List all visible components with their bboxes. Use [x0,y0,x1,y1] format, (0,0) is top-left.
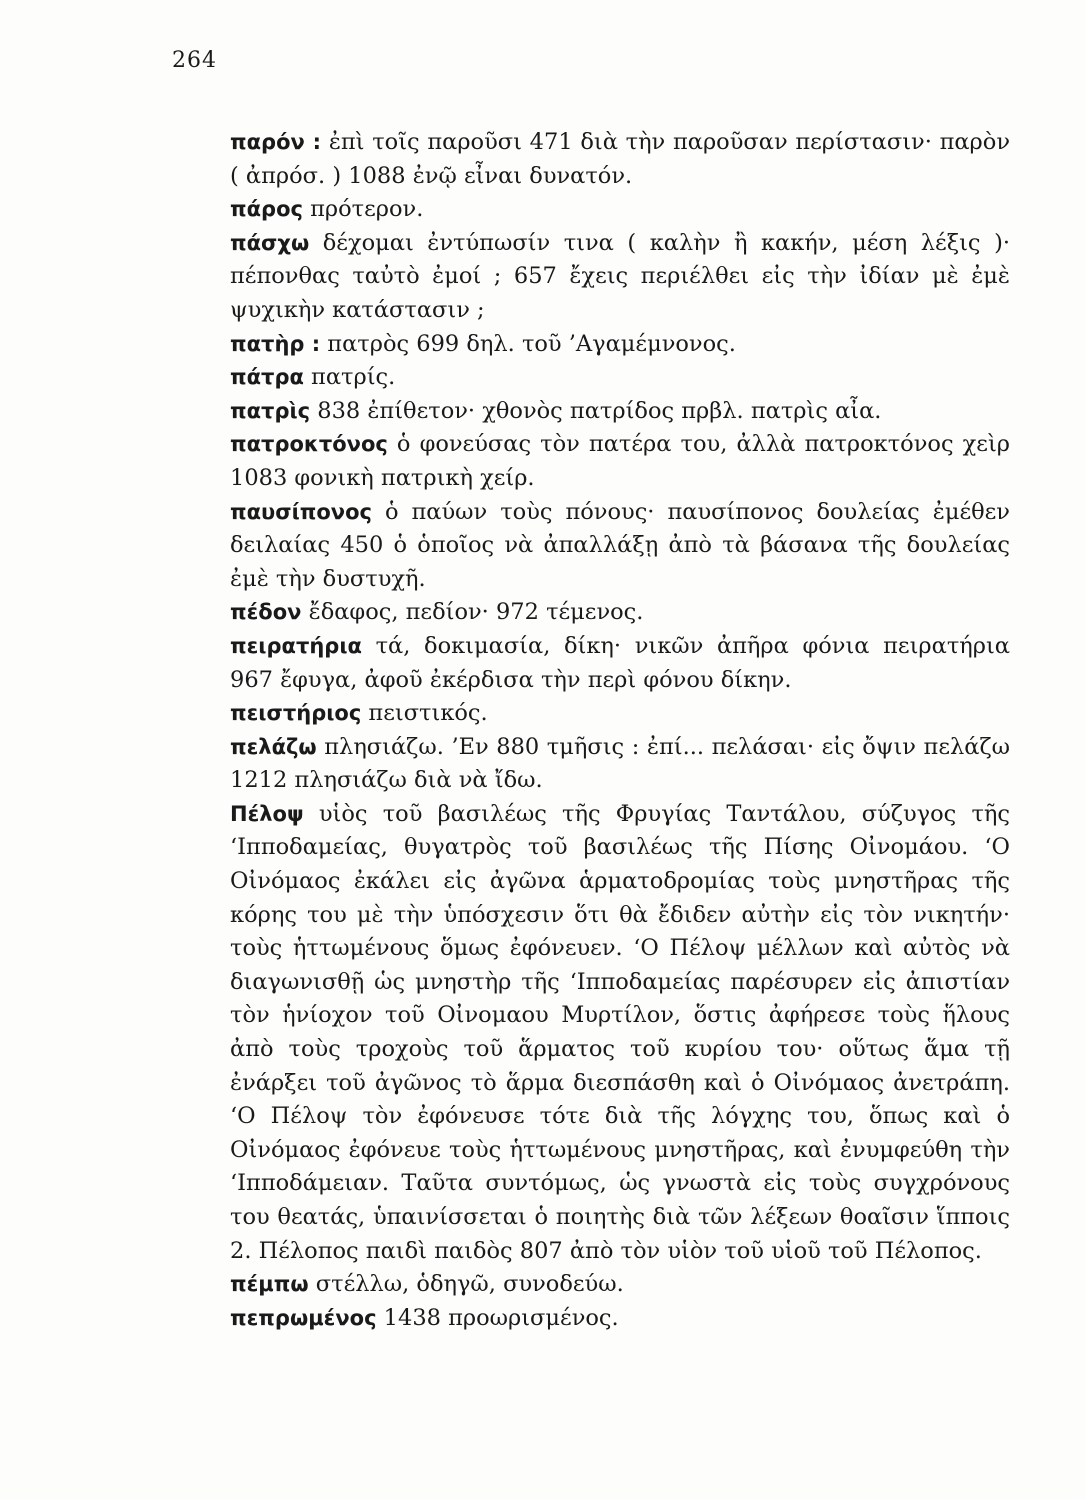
definition: ἔδαφος, πεδίον· 972 τέμενος. [301,599,644,626]
entry-paros [230,193,1010,227]
entry-patris [230,395,1010,429]
entry-pepromenos [230,1302,1010,1336]
entry-paron [230,126,1018,193]
definition: πρότερον. [302,196,424,223]
definition: ὁ παύων τοὺς πόνους· παυσίπονος δουλείας ἐμέθεν δειλαίας 450 ὁ ὁποῖος νὰ ἀπαλλάξῃ ἀπὸ τὰ βάσανα τῆς δουλείας ἐμὲ τὴν δυστυχῆ. [230,498,1018,592]
headword: πεπρωμένος [230,1305,377,1330]
definition: υἱὸς τοῦ βασιλέως τῆς Φρυγίας Ταντάλου, σύζυγος τῆς ‘Ιπποδαμείας, θυγατρὸς τοῦ βασιλέως τῆς Πίσης Οἰνομάου. ‘Ο Οἰνόμαος ἐκάλει εἰς ἀγῶνα ἁρματοδρομίας τοὺς μνηστῆρας τῆς κόρης του μὲ τὴν ὑπόσχεσιν ὅτι θὰ ἔδιδεν αὐτὴν εἰς τὸν νικητήν· τοὺς ἡττωμένους ὅμως ἐφόνευεν. ‘Ο Πέλοψ μέλλων καὶ αὐτὸς νὰ διαγωνισθῇ ὡς μνηστὴρ τῆς ‘Ιπποδαμείας παρέσυρεν εἰς ἀπιστίαν τὸν ἡνίοχον τοῦ Οἰνομαου Μυρτίλον, ὅστις ἀφήρεσε τοὺς ἥλους ἀπὸ τοὺς τροχοὺς τοῦ ἅρματος τοῦ κυρίου του· οὕτως ἅμα τῇ ἐνάρξει τοῦ ἀγῶνος τὸ ἅρμα διεσπάσθη καὶ ὁ Οἰνόμαος ἀνετράπη. ‘Ο Πέλοψ τὸν ἐφόνευσε τότε διὰ τῆς λόγχης του, ὅπως καὶ ὁ Οἰνόμαος ἐφόνευε τοὺς ἡττωμένους μνηστῆρας, καὶ ἐνυμφεύθη τὴν ‘Ιπποδάμειαν. Ταῦτα συντόμως, ὡς γνωστὰ εἰς τοὺς συγχρόνους του θεατάς, ὑπαινίσσεται ὁ ποιητὴς διὰ τῶν λέξεων θοαῖσιν ἵπποις 2. Πέλοπος παιδὶ παιδὸς 807 ἀπὸ τὸν υἱὸν τοῦ υἱοῦ τοῦ Πέλοπος. [230,800,1018,1264]
headword: πελάζω [230,734,317,759]
entry-peirateria [230,630,1018,697]
entry-pausiponos [230,496,1018,597]
entry-pascho [230,227,1018,328]
entry-patra [230,361,1010,395]
definition: πατρὸς 699 δηλ. τοῦ ’Αγαμέμνονος. [320,330,736,357]
headword: πατὴρ : [230,331,321,356]
definition: ὁ φονεύσας τὸν πατέρα του, ἀλλὰ πατροκτόνος χεὶρ 1083 φονικὴ πατρικὴ χείρ. [230,431,1018,491]
headword: παρόν : [230,130,322,154]
headword: πειστήριος [230,701,362,726]
definition: πειστικός. [361,700,488,727]
glossary-entries [230,126,1018,1335]
definition: ἐπὶ τοῖς παροῦσι 471 διὰ τὴν παροῦσαν περίστασιν· παρὸν ( ἀπρόσ. ) 1088 ἐνῷ εἶναι δυνατόν. [230,129,1018,189]
headword: πατρὶς [230,398,311,423]
entry-peisterios [230,697,1010,731]
headword: πατροκτόνος [230,432,388,457]
headword: πάσχω [230,230,310,255]
page-number: 264 [172,48,217,73]
entry-patroktonos [230,428,1018,495]
definition: τά, δοκιμασία, δίκη· νικῶν ἀπῆρα φόνια πειρατήρια 967 ἔφυγα, ἀφοῦ ἐκέρδισα τὴν περὶ φόνου δίκην. [230,632,1018,693]
headword: πάρος [230,197,303,222]
definition: δέχομαι ἐντύπωσίν τινα ( καλὴν ἢ κακήν, μέση λέξις )· πέπονθας ταὐτὸ ἐμοί ; 657 ἔχεις περιέλθει εἰς τὴν ἰδίαν μὲ ἐμὲ ψυχικὴν κατάστασιν ; [230,229,1018,323]
definition: 1438 προωρισμένος. [376,1304,619,1331]
definition: 838 ἐπίθετον· χθονὸς πατρίδος πρβλ. πατρὶς αἶα. [310,397,882,424]
headword: πειρατήρια [230,633,362,658]
entry-pelazo [230,731,1018,798]
entry-pedon [230,596,1010,630]
headword: παυσίπονος [230,499,372,524]
definition: πλησιάζω. ’Εν 880 τμῆσις : ἐπί... πελάσαι· εἰς ὄψιν πελάζω 1212 πλησιάζω διὰ νὰ ἴδω. [230,733,1018,794]
headword: πάτρα [230,365,304,390]
headword: Πέλοψ [230,801,304,826]
entry-pater [230,328,1010,362]
headword: πέδον [230,600,302,625]
definition: πατρίς. [303,364,396,391]
definition: στέλλω, ὁδηγῶ, συνοδεύω. [308,1271,624,1298]
entry-pelops [230,798,1018,1268]
entry-pempo [230,1268,1010,1302]
headword: πέμπω [230,1272,309,1297]
